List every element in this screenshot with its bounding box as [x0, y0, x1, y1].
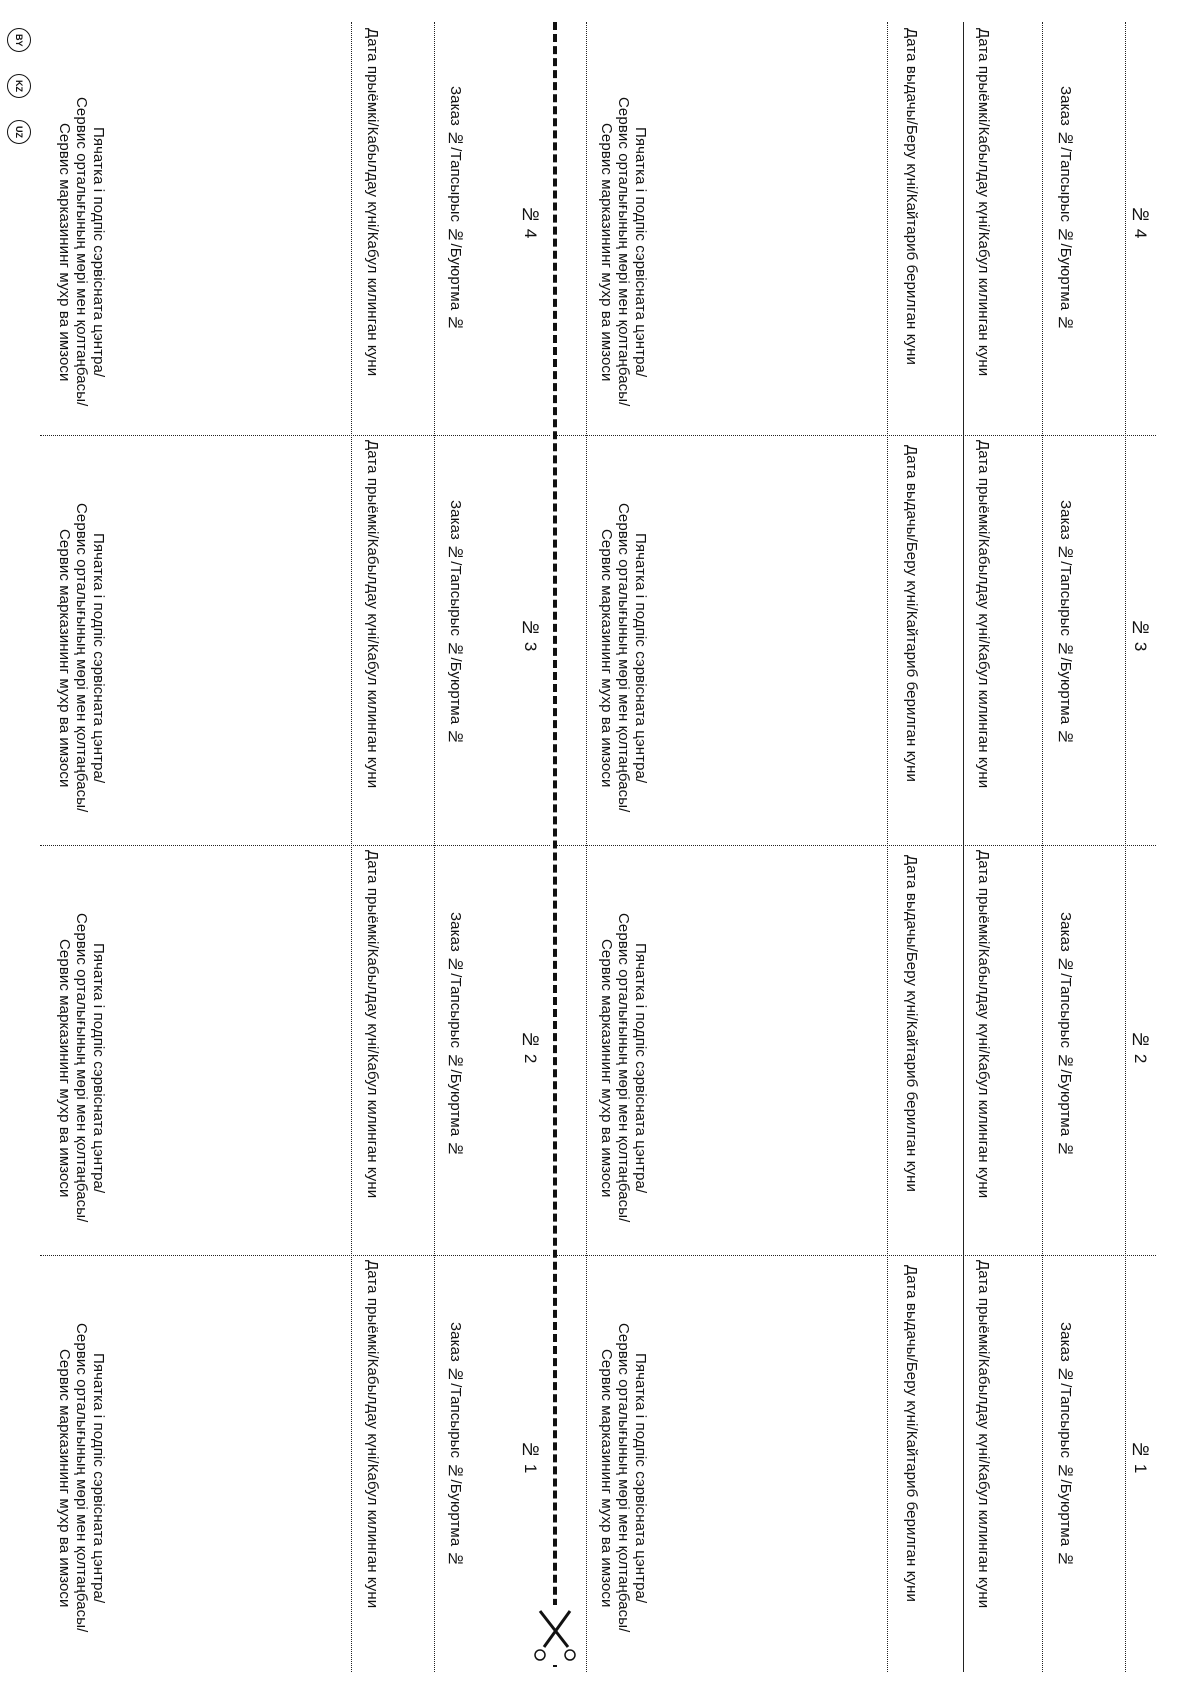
column-rule: [351, 22, 352, 1672]
column-rule: [1042, 22, 1043, 1672]
coupon-number: № 4: [1131, 205, 1150, 239]
row-rule: [40, 845, 550, 846]
coupon-number: № 3: [1131, 618, 1150, 652]
date-received-label: Дата прыёмкі/Кабылдау күні/Кабул килинган куни: [364, 850, 381, 1199]
seal-signature-label: Пячатка і подпіс сэрвісната цэнтра/ Сервис орталығының мөрі мен қолтаңбасы/ Сервис марказининг мухр ва имзоси: [598, 503, 649, 813]
date-received-label: Дата прыёмкі/Кабылдау күні/Кабул килинган куни: [364, 28, 381, 377]
column-rule: [434, 22, 435, 1672]
column-rule: [1125, 22, 1126, 1672]
country-badge-kz: KZ: [7, 74, 31, 98]
seal-signature-label: Пячатка і подпіс сэрвісната цэнтра/ Сервис орталығының мөрі мен қолтаңбасы/ Сервис марказининг мухр ва имзоси: [56, 97, 107, 407]
date-received-label: Дата прыёмкі/Кабылдау күні/Кабул килинган куни: [975, 1260, 992, 1609]
scissors-icon: [530, 1605, 580, 1665]
row-rule: [556, 435, 1156, 436]
seal-signature-label: Пячатка і подпіс сэрвісната цэнтра/ Сервис орталығының мөрі мен қолтаңбасы/ Сервис марказининг мухр ва имзоси: [598, 1323, 649, 1633]
row-rule: [40, 1255, 550, 1256]
stub-number: № 4: [521, 205, 540, 239]
country-badge-by: BY: [7, 28, 31, 52]
order-number-label: Заказ №/Тапсырыс №/Буюртма №: [1057, 500, 1074, 746]
date-received-label: Дата прыёмкі/Кабылдау күні/Кабул килинган куни: [975, 440, 992, 789]
column-rule: [887, 22, 888, 1672]
row-rule: [40, 435, 550, 436]
date-received-label: Дата прыёмкі/Кабылдау күні/Кабул килинган куни: [975, 850, 992, 1199]
date-received-label: Дата прыёмкі/Кабылдау күні/Кабул килинган куни: [364, 1260, 381, 1609]
seal-signature-label: Пячатка і подпіс сэрвісната цэнтра/ Сервис орталығының мөрі мен қолтаңбасы/ Сервис марказининг мухр ва имзоси: [56, 913, 107, 1223]
coupon-number: № 1: [1131, 1440, 1150, 1474]
column-rule: [963, 22, 964, 1672]
row-rule: [556, 1255, 1156, 1256]
order-number-label: Заказ №/Тапсырыс №/Буюртма №: [1057, 1322, 1074, 1568]
order-number-label: Заказ №/Тапсырыс №/Буюртма №: [1057, 86, 1074, 332]
order-number-label: Заказ №/Тапсырыс №/Буюртма №: [447, 500, 464, 746]
order-number-label: Заказ №/Тапсырыс №/Буюртма №: [1057, 912, 1074, 1158]
order-number-label: Заказ №/Тапсырыс №/Буюртма №: [447, 912, 464, 1158]
stub-number: № 3: [521, 618, 540, 652]
stub-number: № 2: [521, 1030, 540, 1064]
date-issued-label: Дата выдачы/Беру күні/Кайтариб берилган куни: [903, 445, 920, 782]
order-number-label: Заказ №/Тапсырыс №/Буюртма №: [447, 1322, 464, 1568]
date-issued-label: Дата выдачы/Беру күні/Кайтариб берилган куни: [903, 28, 920, 365]
date-received-label: Дата прыёмкі/Кабылдау күні/Кабул килинган куни: [364, 440, 381, 789]
order-number-label: Заказ №/Тапсырыс №/Буюртма №: [447, 86, 464, 332]
row-rule: [556, 845, 1156, 846]
column-rule: [586, 22, 587, 1672]
seal-signature-label: Пячатка і подпіс сэрвісната цэнтра/ Сервис орталығының мөрі мен қолтаңбасы/ Сервис марказининг мухр ва имзоси: [598, 913, 649, 1223]
country-badge-uz: UZ: [7, 120, 31, 144]
stub-number: № 1: [521, 1440, 540, 1474]
date-issued-label: Дата выдачы/Беру күні/Кайтариб берилган куни: [903, 855, 920, 1192]
date-issued-label: Дата выдачы/Беру күні/Кайтариб берилган куни: [903, 1265, 920, 1602]
seal-signature-label: Пячатка і подпіс сэрвісната цэнтра/ Сервис орталығының мөрі мен қолтаңбасы/ Сервис марказининг мухр ва имзоси: [56, 503, 107, 813]
seal-signature-label: Пячатка і подпіс сэрвісната цэнтра/ Сервис орталығының мөрі мен қолтаңбасы/ Сервис марказининг мухр ва имзоси: [56, 1323, 107, 1633]
coupon-number: № 2: [1131, 1030, 1150, 1064]
seal-signature-label: Пячатка і подпіс сэрвісната цэнтра/ Сервис орталығының мөрі мен қолтаңбасы/ Сервис марказининг мухр ва имзоси: [598, 97, 649, 407]
date-received-label: Дата прыёмкі/Кабылдау күні/Кабул килинган куни: [975, 28, 992, 377]
